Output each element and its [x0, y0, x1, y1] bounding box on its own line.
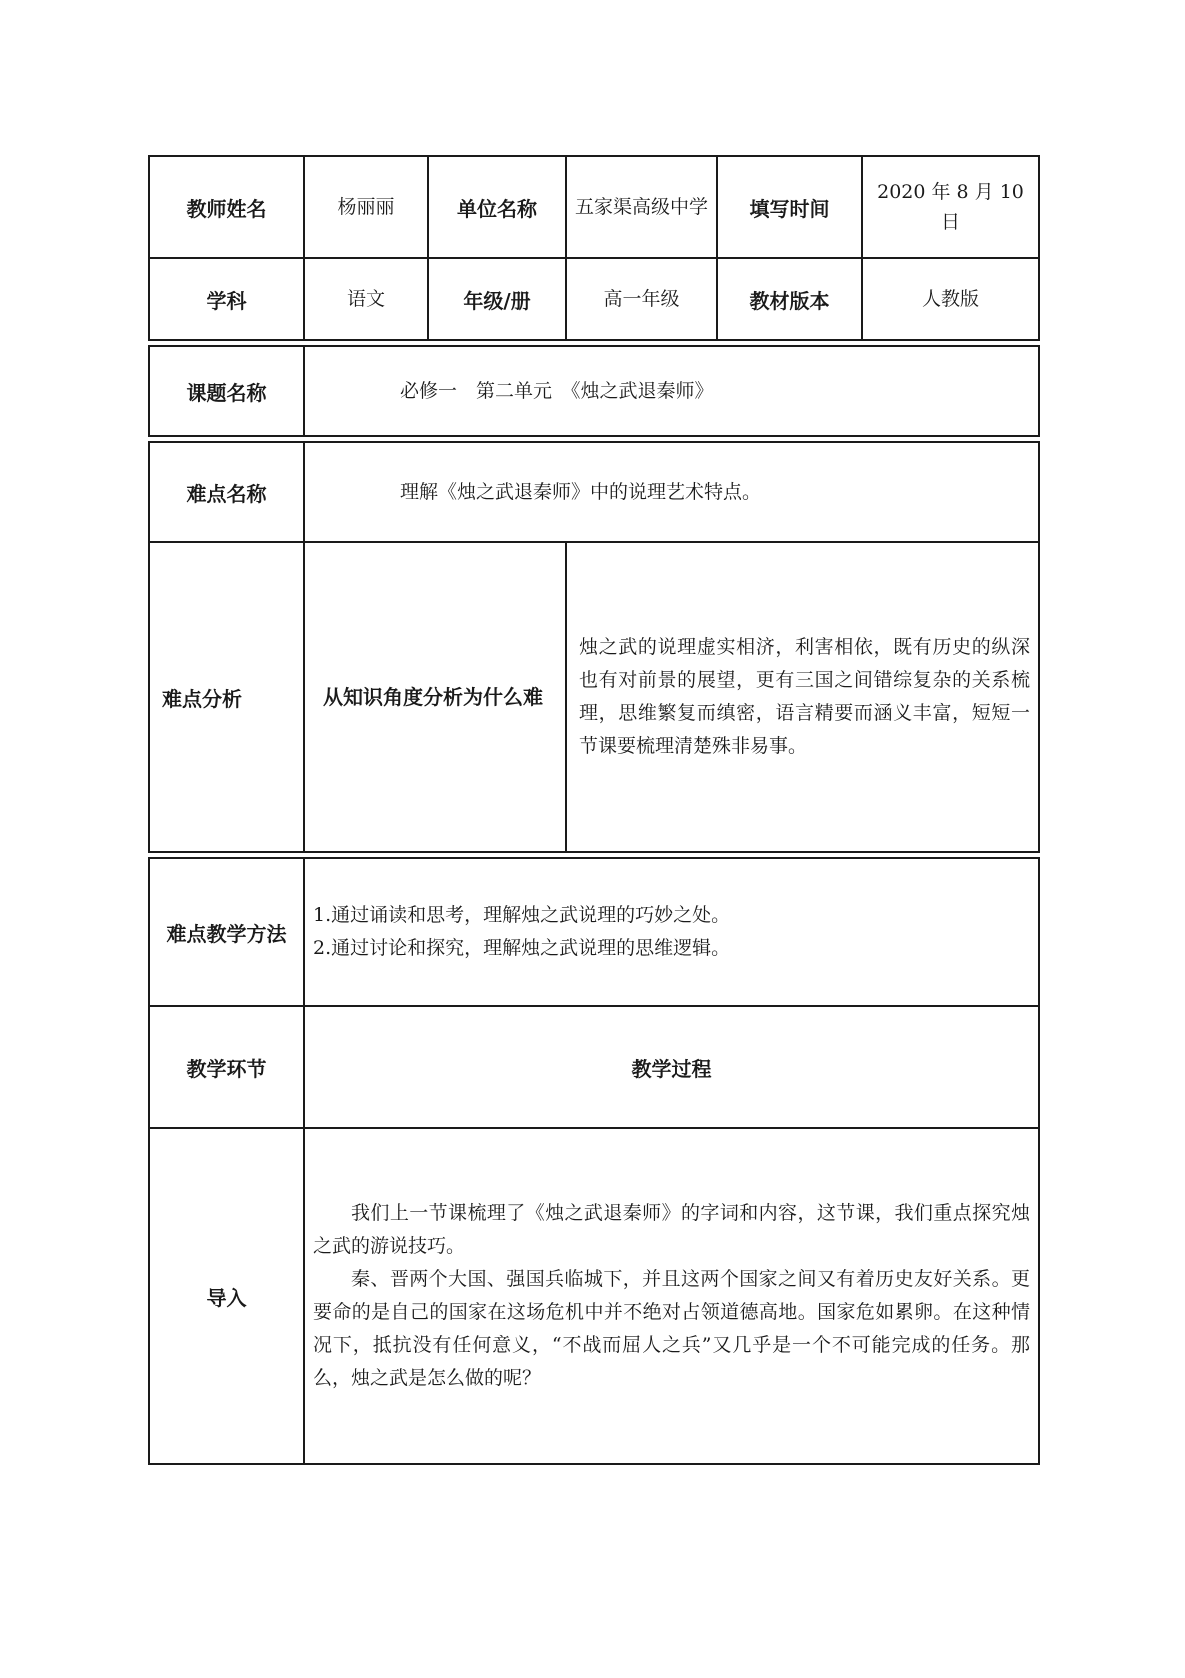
teacher-value: 杨丽丽: [304, 156, 428, 258]
lesson-plan-table: [148, 155, 1040, 1465]
method-item: 2.通过讨论和探究，理解烛之武说理的思维逻辑。: [313, 937, 731, 959]
info-row: [149, 258, 1039, 340]
analysis-row: [149, 542, 1039, 852]
process-header-row: [149, 1006, 1039, 1128]
methods-list: [304, 858, 1039, 1006]
teacher-label: 教师姓名: [149, 156, 304, 258]
difficulty-label: 难点名称: [149, 442, 304, 542]
subject-value: 语文: [304, 258, 428, 340]
intro-paragraph: 我们上一节课梳理了《烛之武退秦师》的字词和内容，这节课，我们重点探究烛之武的游说技巧。: [313, 1202, 1030, 1257]
stage-label: 教学环节: [149, 1006, 304, 1128]
topic-row: [149, 346, 1039, 436]
grade-value: 高一年级: [566, 258, 717, 340]
intro-label: 导入: [149, 1128, 304, 1464]
method-item: 1.通过诵读和思考，理解烛之武说理的巧妙之处。: [313, 904, 731, 926]
edition-value: 人教版: [862, 258, 1039, 340]
date-value: 2020 年 8 月 10 日: [862, 156, 1039, 258]
unit-value: 五家渠高级中学: [566, 156, 717, 258]
difficulty-row: [149, 442, 1039, 542]
grade-label: 年级/册: [428, 258, 566, 340]
intro-content: [304, 1128, 1039, 1464]
lesson-plan-form: [148, 155, 1038, 1465]
intro-row: [149, 1128, 1039, 1464]
topic-label: 课题名称: [149, 346, 304, 436]
intro-paragraph: 秦、晋两个大国、强国兵临城下，并且这两个国家之间又有着历史友好关系。更要命的是自己的国家在这场危机中并不绝对占领道德高地。国家危如累卵。在这种情况下，抵抗没有任何意义，“不战而屈人之兵”又几乎是一个不可能完成的任务。那么，烛之武是怎么做的呢？: [313, 1268, 1030, 1389]
difficulty-value: 理解《烛之武退秦师》中的说理艺术特点。: [304, 442, 1039, 542]
analysis-label: 难点分析: [149, 542, 304, 852]
edition-label: 教材版本: [717, 258, 862, 340]
analysis-sub-label: 从知识角度分析为什么难: [304, 542, 566, 852]
analysis-text: 烛之武的说理虚实相济，利害相依，既有历史的纵深也有对前景的展望，更有三国之间错综复杂的关系梳理，思维繁复而缜密，语言精要而涵义丰富，短短一节课要梳理清楚殊非易事。: [566, 542, 1039, 852]
header-row: [149, 156, 1039, 258]
subject-label: 学科: [149, 258, 304, 340]
process-label: 教学过程: [304, 1006, 1039, 1128]
methods-row: [149, 858, 1039, 1006]
date-label: 填写时间: [717, 156, 862, 258]
methods-label: 难点教学方法: [149, 858, 304, 1006]
unit-label: 单位名称: [428, 156, 566, 258]
topic-value: 必修一 第二单元 《烛之武退秦师》: [304, 346, 1039, 436]
